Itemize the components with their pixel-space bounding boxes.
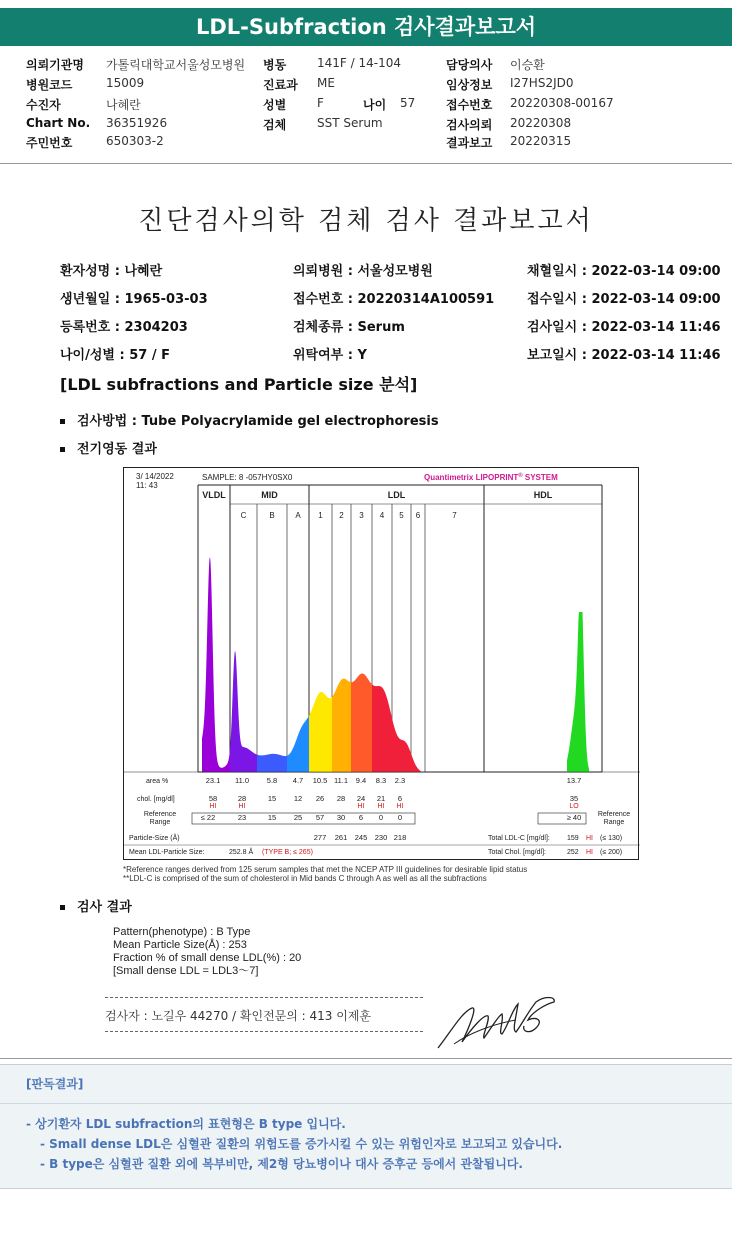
ldl-5-area (392, 718, 411, 772)
hospital-code-value: 15009 (106, 76, 145, 90)
reading-line-2: - Small dense LDL은 심혈관 질환의 위험도를 증가시킬 수 있는 위험인자로 보고되고 있습니다. (40, 1137, 563, 1151)
band-label-5: 5 (399, 511, 404, 520)
info-reception-no: 접수번호 : 20220314A100591 (293, 292, 495, 307)
area-pct-4: 10.5 (312, 776, 328, 785)
mean-size-type: (TYPE B; ≤ 265) (262, 849, 313, 856)
total-chol-label: Total Chol. [mg/dl]: (488, 849, 546, 856)
band-label-1: 1 (318, 511, 323, 520)
bullet-icon (60, 905, 65, 910)
reading-line-3: - B type은 심혈관 질환 외에 복부비만, 제2형 당뇨병이나 대사 증후군 등에서 관찰됩니다. (40, 1157, 523, 1171)
result-sdldl-def: [Small dense LDL = LDL3～7] (113, 965, 259, 977)
mid-a-area (287, 716, 309, 772)
area-pct-6: 9.4 (355, 776, 367, 785)
mean-size-label: Mean LDL-Particle Size: (129, 849, 205, 856)
total-chol-flag: HI (586, 849, 593, 856)
examiner-divider-bottom (105, 1031, 423, 1032)
chart-sample: SAMPLE: 8 -057HY0SX0 (202, 473, 293, 482)
reference-1: 23 (237, 813, 247, 822)
total-ldl-range: (≤ 130) (600, 835, 623, 842)
reference-3: 25 (293, 813, 303, 822)
reading-line-1: - 상기환자 LDL subfraction의 표현형은 B type 입니다. (26, 1117, 346, 1131)
request-date-label: 검사의뢰 (446, 118, 493, 132)
info-report-time: 보고일시 : 2022-03-14 11:46 (527, 348, 721, 363)
mid-c-area (230, 651, 257, 772)
chol-value-3: 12 (293, 794, 303, 803)
result-heading: 검사 결과 (77, 900, 132, 915)
resident-id-label: 주민번호 (26, 136, 73, 150)
result-date-value: 20220315 (510, 134, 572, 148)
reference-7: 0 (378, 813, 384, 822)
header-info (0, 56, 732, 152)
band-label-2: 2 (339, 511, 344, 520)
info-hospital: 의뢰병원 : 서울성모병원 (293, 264, 433, 279)
resident-id-value: 650303-2 (106, 134, 164, 148)
info-patient-name: 환자성명 : 나혜란 (60, 264, 163, 279)
chol-flag-9: LO (569, 803, 579, 810)
row-label-range: Range (149, 819, 171, 826)
mid-b-area (257, 754, 287, 772)
reading-divider (0, 1103, 732, 1104)
group-label-vldl: VLDL (202, 490, 226, 500)
ldl-1-area (309, 692, 332, 772)
ldl-4-area (372, 684, 392, 772)
chol-value-4: 26 (315, 794, 325, 803)
area-pct-8: 2.3 (394, 776, 406, 785)
footnote-1: *Reference ranges derived from 125 serum samples that met the NCEP ATP III guidelines for desirable lipid status (123, 865, 528, 874)
info-specimen-type: 검체종류 : Serum (293, 320, 405, 335)
chol-flag-1: HI (238, 803, 246, 810)
result-pattern: Pattern(phenotype) : B Type (113, 926, 251, 938)
reception-no-value: 20220308-00167 (510, 96, 614, 110)
hdl-reference-label: Reference (597, 811, 631, 818)
chol-value-6: 24 (356, 794, 366, 803)
reading-panel (0, 1064, 732, 1189)
chol-value-1: 28 (237, 794, 247, 803)
chol-flag-7: HI (377, 803, 385, 810)
result-mean-size: Mean Particle Size(Å) : 253 (113, 939, 247, 951)
area-pct-1: 11.0 (234, 776, 250, 785)
clinical-info-label: 임상정보 (446, 78, 493, 92)
ldl-6-area (411, 754, 425, 773)
header-divider (0, 163, 732, 164)
row-label-size: Particle-Size (Å) (129, 835, 180, 842)
info-registration-no: 등록번호 : 2304203 (60, 320, 188, 335)
chol-value-8: 6 (397, 794, 403, 803)
hdl-range-label: Range (603, 819, 625, 826)
examiner-line: 검사자 : 노길우 44270 / 확인전문의 : 413 이제훈 (105, 1009, 372, 1023)
section-title: [LDL subfractions and Particle size 분석] (60, 375, 418, 394)
doctor-value: 이승환 (510, 58, 545, 72)
band-label-6: 6 (415, 511, 421, 520)
specimen-label: 검체 (263, 118, 287, 132)
particle-size-3: 230 (374, 833, 388, 842)
particle-size-2: 245 (354, 833, 368, 842)
footnote-2: **LDL-C is comprised of the sum of cholesterol in Mid bands C through A as well as all the subfractions (123, 874, 487, 883)
vldl-peak (202, 557, 230, 772)
chol-flag-0: HI (209, 803, 217, 810)
sex-value: F (317, 96, 324, 110)
ldl-3-area (351, 674, 372, 773)
ward-label: 병동 (263, 58, 287, 72)
request-date-value: 20220308 (510, 116, 572, 130)
hdl-peak (567, 612, 589, 772)
total-chol-range: (≤ 200) (600, 849, 623, 856)
patient-value: 나혜란 (106, 98, 141, 112)
reference-5: 30 (336, 813, 346, 822)
result-heading-line (60, 896, 132, 915)
bullet-icon (60, 419, 65, 424)
band-label-b: B (269, 511, 275, 520)
hospital-label: 의뢰기관명 (26, 58, 84, 72)
area-pct-7: 8.3 (375, 776, 387, 785)
chart-time: 11: 43 (136, 481, 158, 490)
reference-0: ≤ 22 (200, 813, 216, 822)
reference-9: ≥ 40 (566, 813, 582, 822)
hospital-value: 가톨릭대학교서울성모병원 (106, 58, 246, 72)
info-collect-time: 채혈일시 : 2022-03-14 09:00 (527, 264, 721, 279)
group-label-hdl: HDL (533, 490, 553, 500)
patient-label: 수진자 (26, 98, 61, 112)
info-age-sex: 나이/성별 : 57 / F (60, 348, 171, 363)
mean-size-value: 252.8 Å (229, 849, 254, 856)
doctor-label: 담당의사 (446, 58, 493, 72)
info-reception-time: 접수일시 : 2022-03-14 09:00 (527, 292, 721, 307)
report-title-bar: LDL-Subfraction 검사결과보고서 (0, 8, 732, 46)
chol-value-2: 15 (267, 794, 277, 803)
electrophoresis-text: 전기영동 결과 (77, 442, 157, 457)
particle-size-4: 218 (393, 833, 407, 842)
dept-value: ME (317, 76, 335, 90)
chol-flag-8: HI (396, 803, 404, 810)
particle-size-0: 277 (313, 833, 327, 842)
ward-value: 141F / 14-104 (317, 56, 401, 70)
hospital-code-label: 병원코드 (26, 78, 73, 92)
band-label-c: C (240, 511, 247, 520)
report-heading: 진단검사의학 검체 검사 결과보고서 (138, 206, 594, 236)
area-pct-5: 11.1 (333, 776, 349, 785)
band-label-4: 4 (379, 511, 385, 520)
row-label-reference: Reference (143, 811, 177, 818)
total-chol-value: 252 (567, 849, 579, 856)
group-label-mid: MID (261, 490, 278, 500)
chol-value-7: 21 (376, 794, 386, 803)
reference-8: 0 (397, 813, 403, 822)
info-outsourced: 위탁여부 : Y (293, 348, 367, 363)
total-ldl-flag: HI (586, 835, 593, 842)
specimen-value: SST Serum (317, 116, 383, 130)
lipoprint-chart (123, 467, 639, 860)
band-label-7: 7 (452, 511, 457, 520)
age-label: 나이 (363, 98, 387, 112)
chol-value-5: 28 (336, 794, 346, 803)
method-line (60, 410, 439, 429)
chart-no-label: Chart No. (26, 116, 91, 130)
dept-label: 진료과 (263, 78, 298, 92)
reading-heading: [판독결과] (26, 1077, 84, 1091)
result-fraction: Fraction % of small dense LDL(%) : 20 (113, 952, 302, 964)
electrophoresis-chart-svg (124, 468, 640, 861)
info-test-time: 검사일시 : 2022-03-14 11:46 (527, 320, 721, 335)
chart-brand: Quantimetrix LIPOPRINT® SYSTEM (424, 473, 558, 482)
area-pct-3: 4.7 (292, 776, 304, 785)
reference-2: 15 (267, 813, 277, 822)
age-value: 57 (400, 96, 416, 110)
sex-label: 성별 (263, 98, 287, 112)
total-ldl-label: Total LDL-C [mg/dl]: (488, 835, 550, 842)
particle-size-1: 261 (334, 833, 348, 842)
reception-no-label: 접수번호 (446, 98, 493, 112)
chart-no-value: 36351926 (106, 116, 168, 130)
reference-4: 57 (315, 813, 325, 822)
info-birth-date: 생년월일 : 1965-03-03 (60, 292, 208, 307)
group-label-ldl: LDL (387, 490, 406, 500)
area-pct-2: 5.8 (266, 776, 278, 785)
result-summary (113, 926, 301, 978)
chol-value-0: 58 (208, 794, 218, 803)
row-label-area: area % (146, 778, 169, 785)
chol-value-9: 35 (569, 794, 579, 803)
chart-date: 3/ 14/2022 (136, 472, 174, 481)
clinical-info-value: I27HS2JD0 (510, 76, 574, 90)
area-pct-9: 13.7 (566, 776, 582, 785)
band-label-3: 3 (359, 511, 364, 520)
electrophoresis-line (60, 438, 157, 457)
total-ldl-value: 159 (567, 835, 579, 842)
row-label-chol: chol. [mg/dl] (137, 796, 175, 803)
ldl-2-area (332, 679, 351, 772)
method-text: 검사방법 : Tube Polyacrylamide gel electrophoresis (77, 414, 439, 429)
chol-flag-6: HI (357, 803, 365, 810)
band-label-a: A (295, 511, 301, 520)
area-pct-0: 23.1 (205, 776, 221, 785)
signature-image (432, 990, 562, 1056)
result-divider (0, 1058, 732, 1059)
result-date-label: 결과보고 (446, 136, 493, 150)
reference-6: 6 (358, 813, 364, 822)
bullet-icon (60, 447, 65, 452)
examiner-divider-top (105, 997, 423, 998)
